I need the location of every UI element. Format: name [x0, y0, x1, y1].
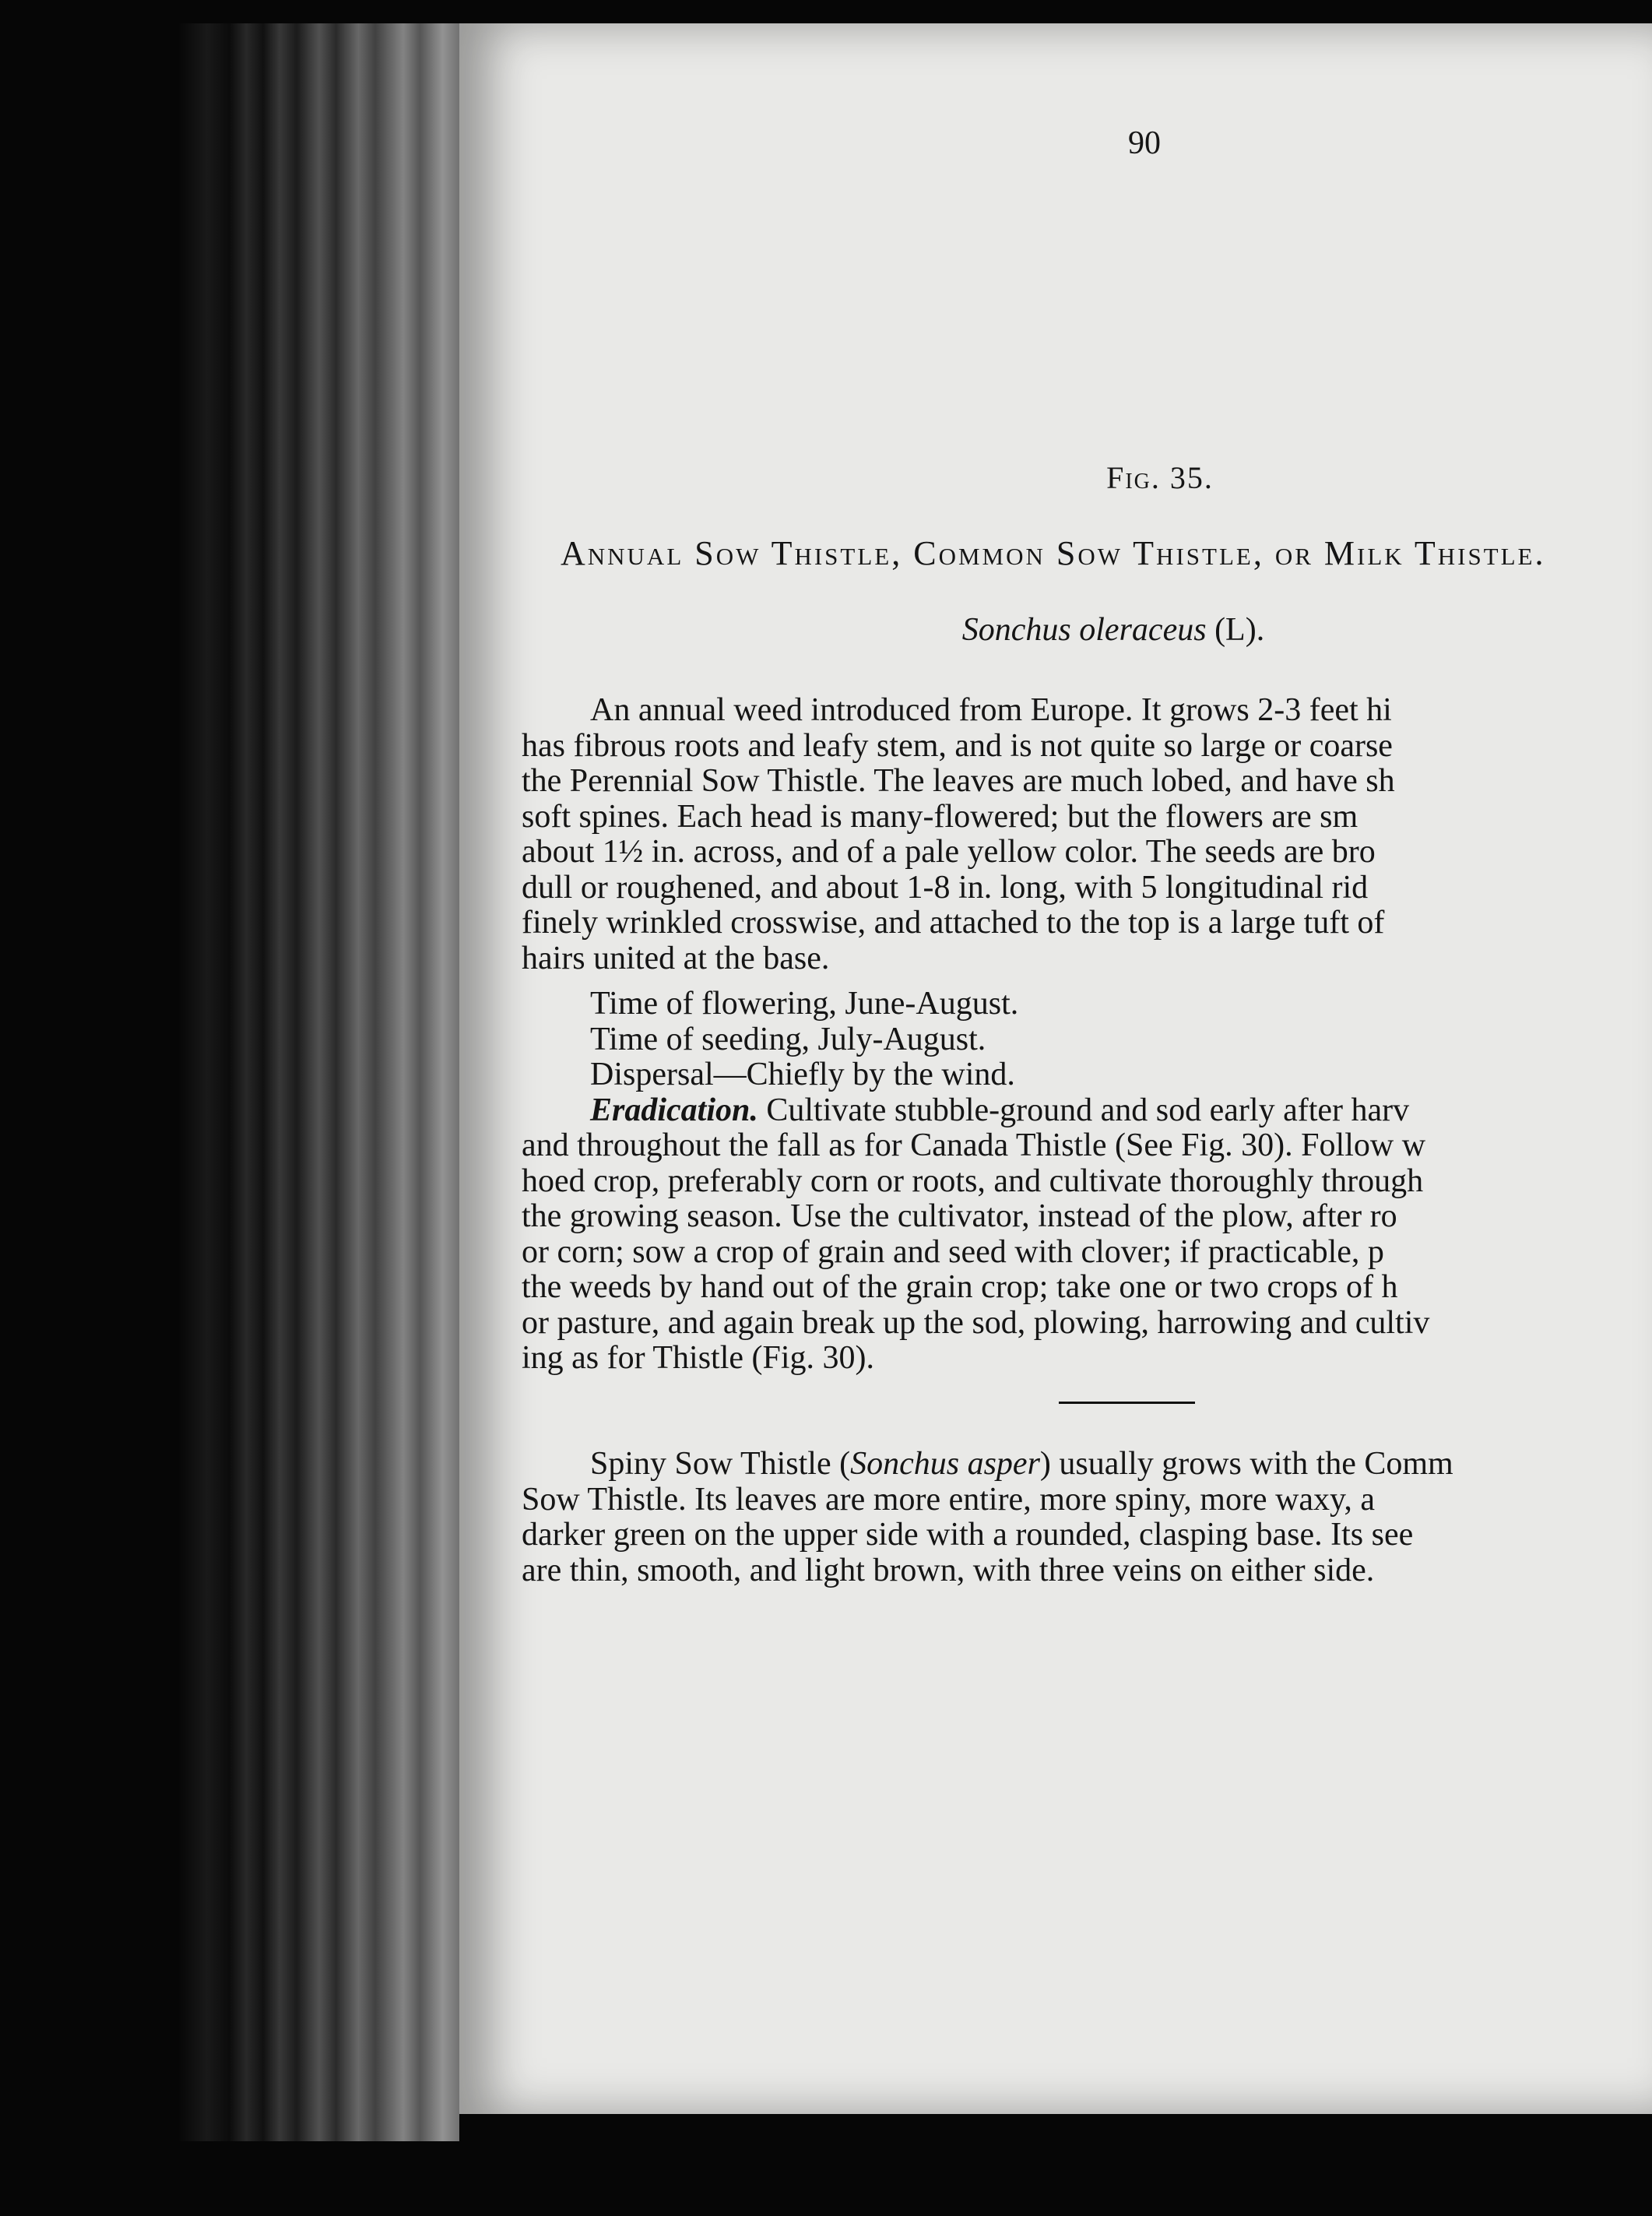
book-page: [459, 23, 1652, 2114]
eradication-first-line: [522, 1093, 1652, 1129]
description-line: has fibrous roots and leafy stem, and is not quite so large or coarse: [522, 727, 1393, 764]
figure-label: Fig. 35.: [1106, 460, 1214, 495]
description-line: hairs united at the base.: [522, 940, 830, 976]
description-line: the Perennial Sow Thistle. The leaves are much lobed, and have sh: [522, 763, 1395, 799]
eradication-line: the weeds by hand out of the grain crop; take one or two crops of h: [522, 1269, 1398, 1305]
description-line: An annual weed introduced from Europe. It grows 2-3 feet hi: [590, 693, 1392, 728]
scientific-name-binomial: Sonchus oleraceus: [961, 612, 1207, 648]
plant-heading: Annual Sow Thistle, Common Sow Thistle, or Milk Thistle.: [561, 534, 1546, 572]
description-line: dull or roughened, and about 1-8 in. long, with 5 longitudinal rid: [522, 869, 1369, 906]
description-line: finely wrinkled crosswise, and attached to the top is a large tuft of: [522, 905, 1385, 941]
page-number: 90: [1128, 125, 1161, 161]
spiny-line: darker green on the upper side with a rounded, clasping base. Its see: [522, 1517, 1414, 1553]
spiny-first-line: [522, 1447, 1652, 1483]
seeding-time: Time of seeding, July-August.: [590, 1021, 986, 1057]
description-line: soft spines. Each head is many-flowered; but the flowers are sm: [522, 798, 1359, 835]
eradication-first-line-text: Cultivate stubble-ground and sod early after harv: [757, 1092, 1410, 1128]
eradication-line: or corn; sow a crop of grain and seed with clover; if practicable, p: [522, 1233, 1384, 1270]
eradication-lead: Eradication.: [590, 1092, 758, 1128]
facts-and-eradication: [522, 987, 1652, 1377]
flowering-time: Time of flowering, June-August.: [590, 987, 1019, 1022]
eradication-line: hoed crop, preferably corn or roots, and cultivate thoroughly through: [522, 1163, 1424, 1199]
spiny-scientific-name: Sonchus asper: [850, 1447, 1040, 1482]
eradication-line: the growing season. Use the cultivator, instead of the plow, after ro: [522, 1198, 1397, 1234]
spiny-line: are thin, smooth, and light brown, with three veins on either side.: [522, 1552, 1375, 1588]
spiny-line: Sow Thistle. Its leaves are more entire, more spiny, more waxy, a: [522, 1481, 1375, 1518]
description-paragraph: [522, 693, 1652, 976]
description-line: about 1½ in. across, and of a pale yellow color. The seeds are bro: [522, 834, 1376, 870]
eradication-line: and throughout the fall as for Canada Thistle (See Fig. 30). Follow w: [522, 1127, 1426, 1163]
section-divider: [1059, 1402, 1195, 1404]
scientific-name: [841, 611, 1386, 649]
book-page-edges: [179, 23, 459, 2141]
scientific-name-authority: (L).: [1214, 612, 1265, 648]
spiny-lead: Spiny Sow Thistle (: [590, 1447, 851, 1482]
spiny-sow-thistle-paragraph: [522, 1447, 1652, 1588]
eradication-line: ing as for Thistle (Fig. 30).: [522, 1340, 875, 1376]
dispersal: Dispersal—Chiefly by the wind.: [590, 1057, 1015, 1092]
spiny-first-line-text: ) usually grows with the Comm: [1039, 1447, 1453, 1482]
eradication-line: or pasture, and again break up the sod, plowing, harrowing and cultiv: [522, 1304, 1430, 1341]
